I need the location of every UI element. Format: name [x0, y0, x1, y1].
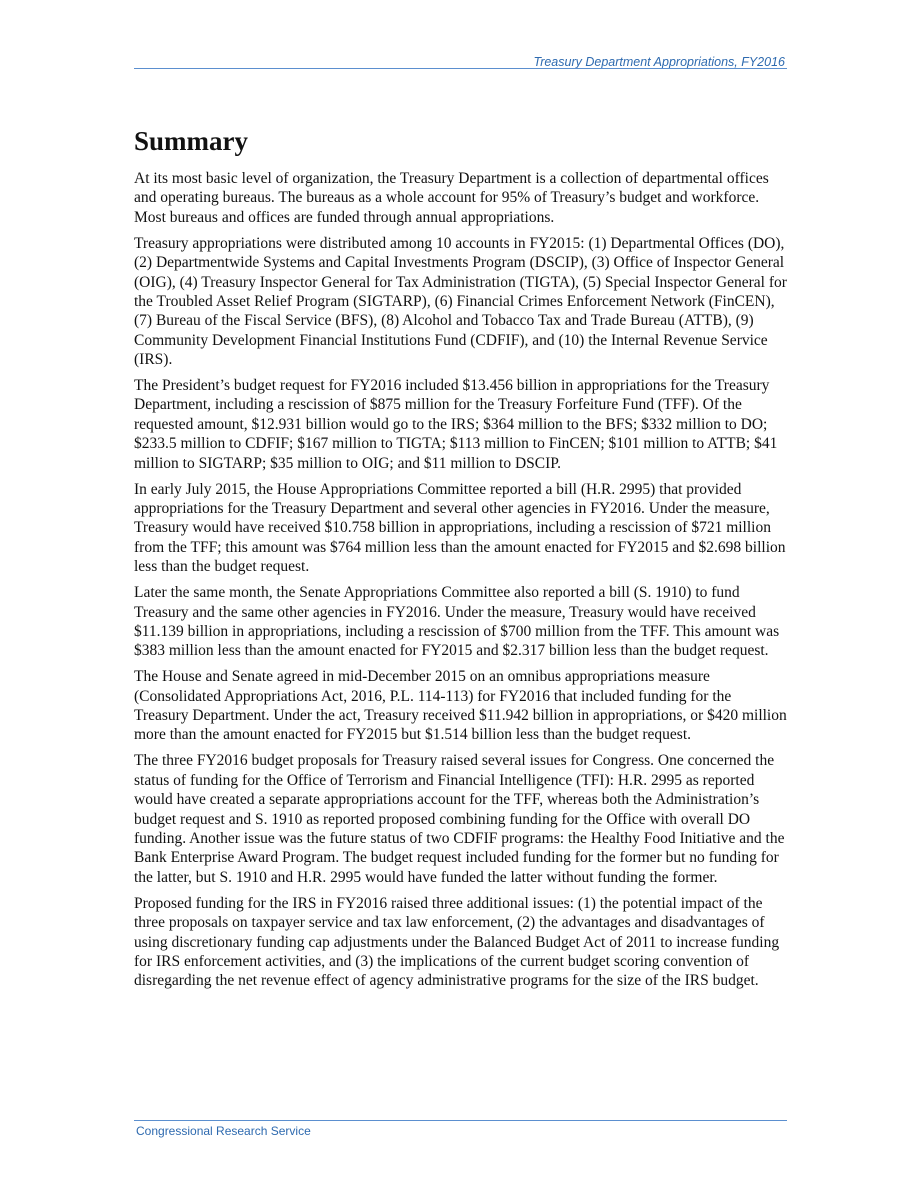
header-divider — [134, 68, 787, 69]
footer-publisher: Congressional Research Service — [136, 1124, 311, 1138]
footer-divider — [134, 1120, 787, 1121]
paragraph-1: At its most basic level of organization, the Treasury Department is a collection of departmental offices and operating bureaus. The bureaus as a whole account for 95% of Treasury’s budget and workforce. Most bureaus and offices are funded through annual appropriations. — [134, 170, 769, 226]
paragraph-3: The President’s budget request for FY2016 included $13.456 billion in appropriations for the Treasury Department, including a rescission of $875 million for the Treasury Forfeiture Fund (TFF). Of the requested amount, $12.931 billion would go to the IRS; $364 million to the BFS; $332 million to DO; $233.5 million to CDFIF; $167 million to TIGTA; $113 million to FinCEN; $101 million to ATTB; $41 million to SIGTARP; $35 million to OIG; and $11 million to DSCIP. — [134, 377, 778, 472]
running-header-title: Treasury Department Appropriations, FY2016 — [533, 55, 785, 69]
paragraph-2: Treasury appropriations were distributed among 10 accounts in FY2015: (1) Departmental Offices (DO), (2) Departmentwide Systems and Capital Investments Program (DSCIP), (3) Office of Inspector General (OIG), (4) Treasury Inspector General for Tax Administration (TIGTA), (5) Special Inspector General for the Troubled Asset Relief Program (SIGTARP), (6) Financial Crimes Enforcement Network (FinCEN), (7) Bureau of the Fiscal Service (BFS), (8) Alcohol and Tobacco Tax and Trade Bureau (ATTB), (9) Community Development Financial Institutions Fund (CDFIF), and (10) the Internal Revenue Service (IRS). — [134, 234, 787, 369]
paragraph-7: The three FY2016 budget proposals for Treasury raised several issues for Congress. One concerned the status of funding for the Office of Terrorism and Financial Intelligence (TFI): H.R. 2995 as reported would have created a separate appropriations account for the TFF, whereas both the Administration’s budget request and S. 1910 as reported proposed combining funding for the Office with overall DO funding. Another issue was the future status of two CDFIF programs: the Healthy Food Initiative and the Bank Enterprise Award Program. The budget request included funding for the former but no funding for the latter, but S. 1910 and H.R. 2995 would have funded the latter without funding the former. — [134, 752, 785, 886]
section-title: Summary — [134, 126, 248, 156]
paragraph-4: In early July 2015, the House Appropriations Committee reported a bill (H.R. 2995) that provided appropriations for the Treasury Department and several other agencies in FY2016. Under the measure, Treasury would have received $10.758 billion in appropriations, including a rescission of $721 million from the TFF; this amount was $764 million less than the amount enacted for FY2015 and $2.698 billion less than the budget request. — [134, 480, 786, 576]
page-content — [134, 124, 789, 997]
paragraph-6: The House and Senate agreed in mid-December 2015 on an omnibus appropriations measure (Consolidated Appropriations Act, 2016, P.L. 114-113) for FY2016 that included funding for the Treasury Department. Under the act, Treasury received $11.942 billion in appropriations, or $420 million more than the amount enacted for FY2015 but $1.514 billion less than the budget request. — [134, 668, 787, 744]
paragraph-8: Proposed funding for the IRS in FY2016 raised three additional issues: (1) the potential impact of the three proposals on taxpayer service and tax law enforcement, (2) the advantages and disadvantages of using discretionary funding cap adjustments under the Balanced Budget Act of 2011 to increase funding for IRS enforcement activities, and (3) the implications of the current budget scoring convention of disregarding the net revenue effect of agency administrative programs for the size of the IRS budget. — [134, 894, 780, 990]
paragraph-5: Later the same month, the Senate Appropriations Committee also reported a bill (S. 1910) to fund Treasury and the same other agencies in FY2016. Under the measure, Treasury would have received $11.139 billion in appropriations, including a rescission of $700 million from the TFF. This amount was $383 million less than the amount enacted for FY2015 and $2.317 billion less than the budget request. — [134, 584, 780, 660]
